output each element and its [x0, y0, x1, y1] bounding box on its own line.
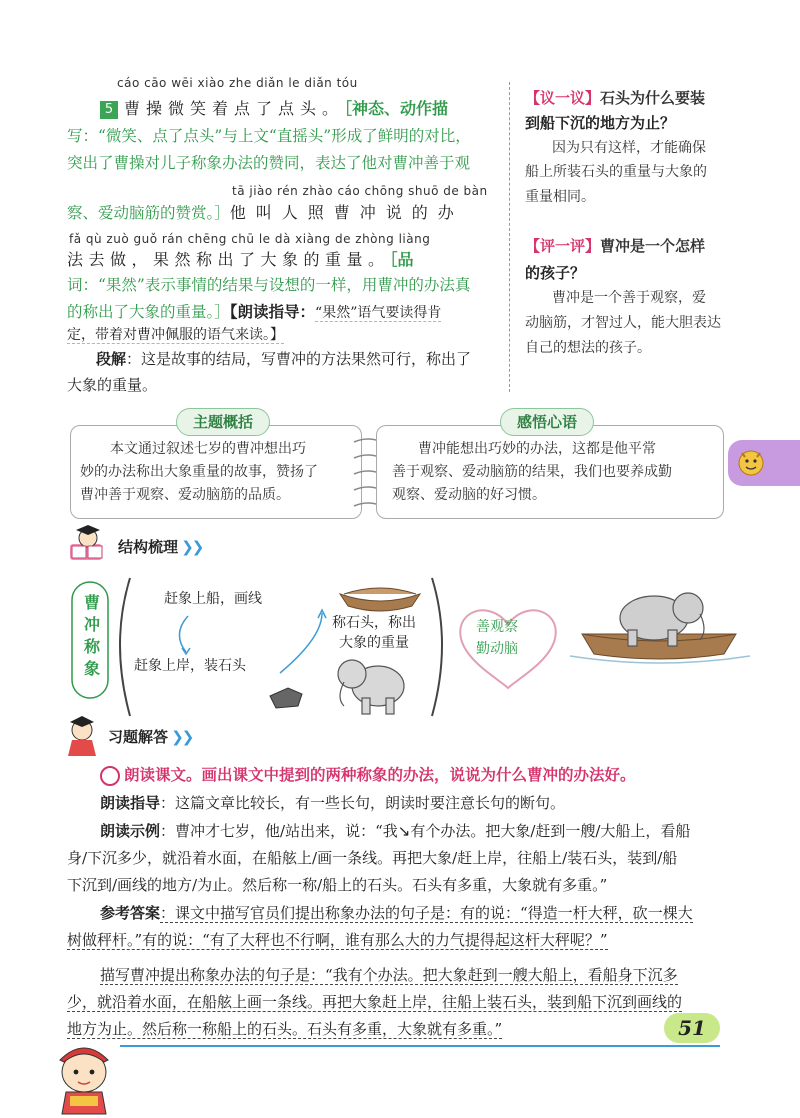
demo-line-3: 下沉到/画线的地方/为止。然后称一称/船上的石头。石头有多重，大象就有多重。” — [67, 876, 608, 894]
demo-text-1b: 有个办法。把大象/赶到一艘/大船上，看船 — [410, 822, 691, 840]
demo-label: 朗读示例 — [100, 822, 161, 840]
structure-title — [82, 592, 102, 680]
evaluate-answer-3: 自己的想法的孩子。 — [525, 340, 651, 356]
discuss-question-b: 到船下沉的地方为止？ — [525, 114, 676, 132]
paragraph-summary-2: 大象的重量。 — [67, 376, 158, 394]
reading-guide-label: 【朗读指导： — [229, 302, 316, 321]
demo-text-1: ：曹冲才七岁，他/站出来，说：“我 — [160, 822, 398, 840]
annotation-end: 察、爱动脑筋的赞赏。］ — [67, 204, 230, 222]
title-char-4: 象 — [83, 659, 100, 678]
exercise-question-text: 朗读课文。画出课文中提到的两种称象的办法，说说为什么曹冲的办法好。 — [124, 766, 636, 784]
annotation-start: ［神态、动作描 — [344, 99, 449, 118]
feelings-line-3: 观察、爱动脑的好习惯。 — [392, 487, 546, 503]
discuss-answer-3: 重量相同。 — [525, 189, 595, 205]
evaluate-answer-2: 动脑筋，才智过人，能大胆表达 — [525, 315, 721, 331]
guide-text: ：这篇文章比较长，有一些长句，朗读时要注意长句的断句。 — [160, 794, 566, 812]
quality-line-1: 善观察 — [476, 619, 518, 635]
evaluate-question-a: 曹冲是一个怎样 — [600, 237, 706, 255]
structure-quality — [476, 616, 518, 660]
discuss-tag: 【议一议】 — [525, 89, 601, 107]
annotation-pinci-end: 的称出了大象的重量。］ — [67, 303, 230, 321]
step3-line-2: 大象的重量 — [339, 635, 409, 651]
exercise-header — [108, 726, 192, 747]
answer-line-3 — [100, 962, 678, 990]
text-line-4 — [67, 199, 464, 227]
answer-line-4 — [67, 989, 682, 1017]
theme-line-1: 本文通过叙述七岁的曹冲想出巧 — [110, 441, 306, 457]
stress-mark-icon: ↘ — [397, 822, 411, 840]
title-char-1: 曹 — [83, 593, 100, 612]
tiger-face-icon — [736, 448, 766, 478]
student-icon — [62, 712, 102, 758]
reading-child-icon — [66, 524, 112, 564]
side-tab — [728, 440, 800, 486]
answer-label: 参考答案 — [100, 904, 161, 922]
pinyin-line-1: cáo cāo wēi xiào zhe diǎn le diǎn tóu — [117, 76, 358, 90]
reading-guide-text: “果然”语气要读得肯 — [315, 305, 442, 321]
theme-line-2: 妙的办法称出大象重量的故事，赞扬了 — [80, 464, 318, 480]
feelings-line-1: 曹冲能想出巧妙的办法，这都是他平常 — [418, 441, 656, 457]
theme-title: 主题概括 — [176, 408, 270, 436]
sentence-1: 曹操微笑着点了点头。 — [124, 99, 345, 118]
text-line-1 — [100, 95, 448, 122]
discuss-question — [525, 84, 705, 114]
structure-header — [118, 536, 202, 557]
evaluate-question-b: 的孩子？ — [525, 264, 586, 282]
answer-text-1: ：课文中描写官员们提出称象办法的句子是：有的说：“得造一杆大秤，砍一棵大 — [160, 904, 693, 922]
title-char-2: 冲 — [83, 615, 100, 634]
demo-line-1 — [100, 818, 690, 846]
discuss-question-a: 石头为什么要装 — [600, 89, 706, 107]
answer-text-3: 描写曹冲提出称象办法的句子是：“我有个办法。把大象赶到一艘大船上，看船身下沉多 — [100, 966, 678, 984]
structure-step-2: 赶象上岸，装石头 — [134, 658, 246, 674]
sentence-2b: 法去做，果然称出了大象的重量。 — [67, 250, 390, 269]
paragraph-summary — [96, 346, 471, 373]
answer-line-2 — [67, 927, 608, 955]
feelings-title: 感悟心语 — [500, 408, 594, 436]
sentence-2a: 他叫人照曹冲说的办 — [229, 203, 464, 222]
guide-label: 朗读指导 — [100, 794, 161, 812]
answer-line-5 — [67, 1016, 502, 1044]
quality-line-2: 勤动脑 — [476, 641, 518, 657]
structure-step-3 — [332, 613, 416, 653]
step3-line-1: 称石头，称出 — [332, 615, 416, 631]
annotation-line-6: 词：“果然”表示事情的结果与设想的一样，用曹冲的办法真 — [67, 276, 471, 294]
answer-text-2: 树做秤杆。”有的说：“有了大秤也不行啊，谁有那么大的力气提得起这杆大秤呢？” — [67, 931, 608, 949]
answer-text-5: 地方为止。然后称一称船上的石头。石头有多重，大象就有多重。” — [67, 1020, 503, 1038]
answer-text-4: 少，就沿着水面，在船舷上画一条线。再把大象赶上岸，往船上装石头，装到船下沉到画线的 — [67, 993, 683, 1011]
mascot-icon — [40, 1038, 130, 1116]
feelings-line-2: 善于观察、爱动脑筋的结果，我们也要养成勤 — [392, 464, 672, 480]
pinyin-line-2: tā jiào rén zhào cáo chōng shuō de bàn — [232, 184, 488, 198]
reading-guide-text-2: 定，带着对曹冲佩服的语气来读。】 — [67, 327, 284, 343]
structure-header-text: 结构梳理 — [118, 538, 179, 556]
text-line-5 — [67, 246, 414, 273]
summary-text: ：这是故事的结局，写曹冲的方法果然可行，称出了 — [126, 350, 472, 368]
pinyin-line-3: fǎ qù zuò guǒ rán chēng chū le dà xiàng de zhòng liàng — [69, 232, 431, 246]
evaluate-question — [525, 232, 705, 262]
summary-label: 段解 — [96, 350, 127, 368]
page-number: 51 — [664, 1013, 720, 1043]
guide-line — [100, 790, 565, 818]
spiral-icon — [100, 766, 120, 786]
exercise-header-text: 习题解答 — [108, 728, 169, 746]
chevrons-icon-2: ❯❯ — [168, 728, 193, 746]
chevrons-icon: ❯❯ — [178, 538, 203, 556]
paragraph-number: 5 — [100, 101, 118, 119]
title-char-3: 称 — [83, 637, 100, 656]
footer-line — [120, 1045, 720, 1047]
text-line-8 — [67, 322, 284, 349]
discuss-answer-1: 因为只有这样，才能确保 — [552, 140, 706, 156]
column-divider — [509, 82, 510, 392]
annotation-line-3: 突出了曹操对儿子称象办法的赞同，表达了他对曹冲善于观 — [67, 154, 471, 172]
evaluate-tag: 【评一评】 — [525, 237, 601, 255]
evaluate-answer-1: 曹冲是一个善于观察，爱 — [552, 290, 706, 306]
answer-line-1 — [100, 900, 693, 928]
annotation-pinci-start: ［品 — [389, 250, 414, 269]
exercise-question — [100, 763, 636, 786]
discuss-answer-2: 船上所装石头的重量与大象的 — [525, 164, 707, 180]
demo-line-2: 身/下沉多少，就沿着水面，在船舷上/画一条线。再把大象/赶上岸，往船上/装石头，装到/船 — [67, 849, 678, 867]
theme-line-3: 曹冲善于观察、爱动脑筋的品质。 — [80, 487, 290, 503]
annotation-line-2: 写：“微笑、点了点头”与上文“直摇头”形成了鲜明的对比， — [67, 127, 471, 145]
structure-step-1: 赶象上船，画线 — [164, 591, 262, 607]
